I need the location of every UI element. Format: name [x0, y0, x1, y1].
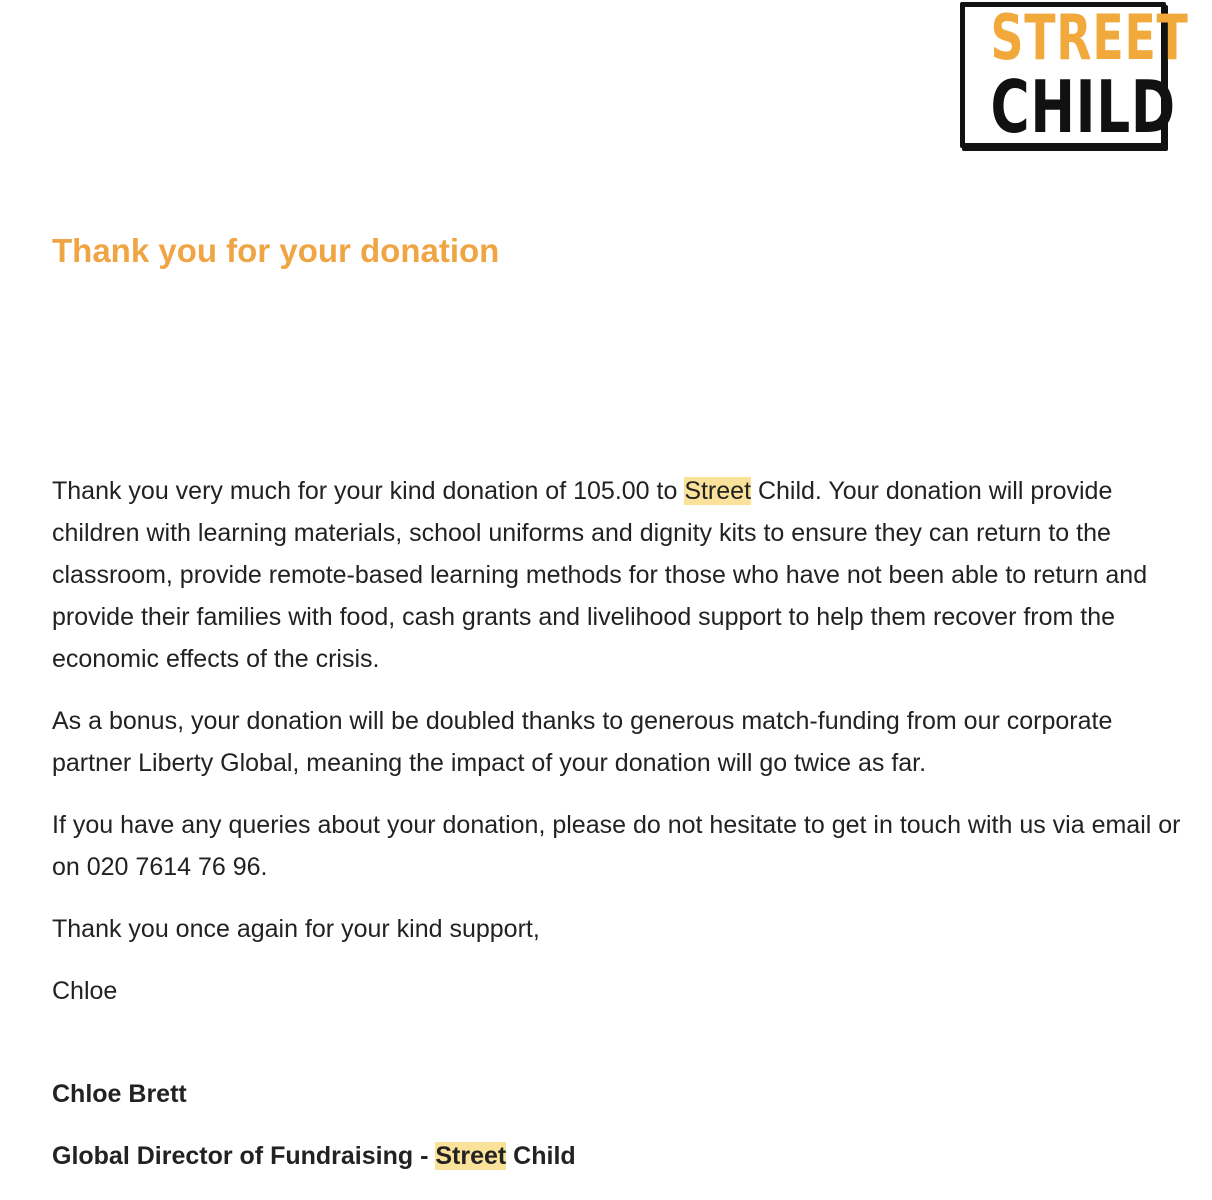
paragraph-closing: Thank you once again for your kind support, [52, 915, 540, 943]
signature-title [52, 1135, 576, 1177]
paragraph-sign-off: Chloe [52, 977, 118, 1005]
paragraph-donation-thanks [52, 470, 1187, 680]
paragraph-contact: If you have any queries about your donation, please do not hesitate to get in touch with us via email or on 020 7614 76 96. [52, 811, 1181, 881]
paragraph-1-end: Child. Your donation will provide children with learning materials, school uniforms and dignity kits to ensure they can return to the classroom, provide remote-based learning methods for those who have not been able to return and provide their families with food, cash grants and livelihood support to help them recover from the economic effects of the crisis. [52, 477, 1148, 673]
logo-text-child: CHILD [990, 65, 1176, 149]
signature-name: Chloe Brett [52, 1080, 187, 1108]
signature-title-start: Global Director of Fundraising - [52, 1142, 436, 1170]
highlighted-search-term: Street [684, 477, 752, 505]
email-heading: Thank you for your donation [52, 232, 500, 269]
paragraph-1-start: Thank you very much for your kind donation of 105.00 to [52, 477, 685, 505]
highlighted-search-term: Street [435, 1142, 507, 1170]
paragraph-match-funding: As a bonus, your donation will be doubled thanks to generous match-funding from our corporate partner Liberty Global, meaning the impact of your donation will go twice as far. [52, 707, 1113, 777]
street-child-logo [960, 1, 1189, 149]
signature-title-end: Child [506, 1142, 576, 1170]
logo-text-street: STREET [990, 1, 1189, 74]
email-body [52, 470, 1187, 1032]
